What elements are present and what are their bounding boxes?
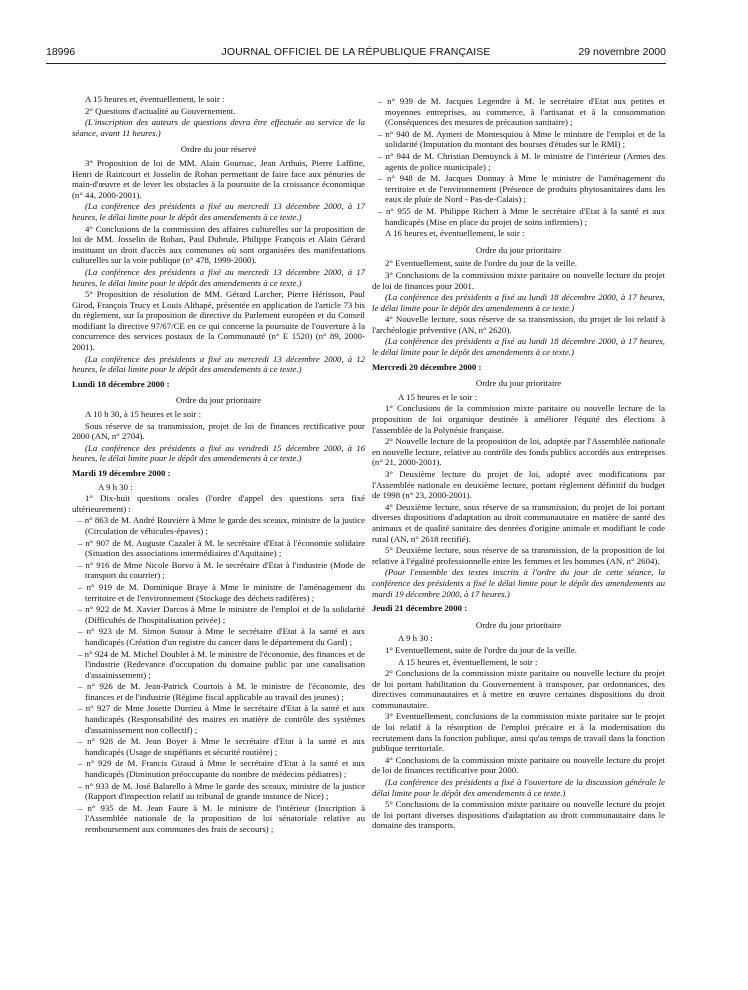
time-slot: A 9 h 30 : — [98, 481, 133, 492]
issue-date: 29 novembre 2000 — [578, 46, 666, 58]
oral-question-item: – n° 940 de M. Aymeri de Montesquiou à Mme le ministre de l'emploi et de la solidarité (Imputation du montant des bourses d'études sur le RMI) ; — [378, 128, 665, 150]
paragraph: 2° Conclusions de la commission mixte paritaire ou nouvelle lecture du projet de loi portant habilitation du Gouvernement à transposer, par ordonnances, des directives communautaires et à mettre en œuvre certaines dispositions du droit communautaire. — [372, 668, 665, 710]
agenda-section-title: Ordre du jour prioritaire — [475, 619, 562, 630]
amendment-deadline-note: (La conférence des présidents a fixé au lundi 18 décembre 2000, à 17 heures, le délai limite pour le dépôt des amendements à ce texte.) — [372, 336, 665, 358]
oral-question-item: – n° 944 de M. Christian Demuynck à M. le ministre de l'intérieur (Armes des agents de police municipale) ; — [378, 150, 665, 172]
paragraph: Sous réserve de sa transmission, projet de loi de finances rectificative pour 2000 (AN, n° 2704). — [72, 420, 365, 442]
paragraph: 3° Proposition de loi de MM. Alain Gournac, Jean Arthuis, Pierre Laffitte, Henri de Raincourt et Josselin de Rohan permettant de faire face aux pénuries de main-d'œuvre et de lever les obstacles à la poursuite de la croissance économique (n° 44, 2000-2001). — [72, 157, 365, 200]
agenda-section-title: Ordre du jour prioritaire — [475, 378, 562, 389]
time-slot: A 15 heures et le soir : — [398, 391, 478, 402]
amendment-deadline-note: (La conférence des présidents a fixé au vendredi 15 décembre 2000, à 16 heures, le délai limite pour le dépôt des amendements à ce texte.) — [72, 442, 365, 464]
header-rule — [46, 63, 666, 64]
oral-question-item: – n° 935 de M. Jean Faure à M. le ministre de l'intérieur (Inscription à l'Assemblée nationale de la proposition de loi sénatoriale relative au remboursement aux communes des frais de secours) ; — [78, 802, 365, 834]
paragraph: 1° Conclusions de la commission mixte paritaire ou nouvelle lecture de la proposition de loi organique destinée à améliorer l'équité des élections à l'assemblée de la Polynésie française. — [372, 403, 665, 435]
agenda-section-title: Ordre du jour prioritaire — [475, 244, 562, 255]
right-column — [372, 96, 665, 832]
oral-question-item: – n° 955 de M. Philippe Richert à Mme le secrétaire d'Etat à la santé et aux handicapés (Mise en place du projet de soins infirmiers) ; — [378, 205, 665, 227]
paragraph: 4° Conclusions de la commission mixte paritaire ou nouvelle lecture du projet de loi de finances rectificative pour 2000. — [372, 754, 665, 776]
agenda-section-title: Ordre du jour réservé — [180, 144, 257, 155]
oral-question-item: – n° 933 de M. José Balarello à Mme le garde des sceaux, ministre de la justice (Rapport d'inspection relatif au tribunal de grande instance de Nice) ; — [78, 780, 365, 802]
paragraph: 5° Conclusions de la commission mixte paritaire ou nouvelle lecture du projet de loi portant diverses dispositions d'adaptation au droit communautaire dans le domaine des transports. — [372, 799, 665, 831]
day-heading: Lundi 18 décembre 2000 : — [72, 378, 170, 389]
amendment-deadline-note: (Pour l'ensemble des textes inscrits à l'ordre du jour de cette séance, la conférence des présidents a fixé le délai limite pour le dépôt des amendements au mardi 19 décembre 2000, à 17 heures.) — [372, 567, 665, 599]
journal-title: JOURNAL OFFICIEL DE LA RÉPUBLIQUE FRANÇAISE — [221, 46, 491, 58]
paragraph: A 10 h 30, à 15 heures et le soir : — [85, 409, 202, 420]
amendment-deadline-note: (La conférence des présidents a fixé au mercredi 13 décembre 2000, à 17 heures, le délai limite pour le dépôt des amendements à ce texte.) — [72, 201, 365, 222]
page-header — [46, 46, 666, 62]
oral-question-item: – n° 948 de M. Jacques Donnay à Mme le ministre de l'aménagement du territoire et de l'environnement (Présence de produits phytosanitaires dans les eaux de pluie de Nord - Pas-de-Calais) ; — [378, 173, 665, 205]
paragraph: 3° Conclusions de la commission mixte paritaire ou nouvelle lecture du projet de loi de finances pour 2001. — [372, 269, 665, 291]
day-heading: Mardi 19 décembre 2000 : — [72, 468, 171, 478]
time-slot: A 15 heures et, éventuellement, le soir : — [398, 656, 538, 667]
left-column — [72, 94, 365, 836]
paragraph: A 16 heures et, éventuellement, le soir : — [385, 228, 525, 239]
oral-question-item: – n° 916 de Mme Nicole Borvo à M. le secrétaire d'Etat à l'industrie (Mode de transport du courrier) ; — [78, 559, 365, 581]
oral-question-item: – n° 923 de M. Simon Sutour à Mme le secrétaire d'Etat à la santé et aux handicapés (Création d'un registre du cancer dans le département du Gard) ; — [78, 626, 365, 647]
oral-question-item: – n° 927 de Mme Josette Durrieu à Mme le secrétaire d'Etat à la santé et aux handicapés (Responsabilité des maires en matière de contrôle des systèmes d'assainissement non collectif) ; — [78, 703, 365, 735]
oral-question-item: – n° 939 de M. Jacques Legendre à M. le secrétaire d'Etat aux petites et moyennes entreprises, au commerce, à l'artisanat et à la consommation (Conséquences des mesures de précaution sanitaire) ; — [378, 96, 665, 128]
paragraph: 4° Deuxième lecture, sous réserve de sa transmission, du projet de loi portant diverses dispositions d'adaptation au droit communautaire en matière de santé des animaux et de qualité sanitaire des denrées d'origine animale et modifiant le code rural (AN, n° 2618 rectifié). — [372, 501, 665, 544]
day-heading: Mercredi 20 décembre 2000 : — [372, 361, 482, 372]
paragraph: 1° Eventuellement, suite de l'ordre du jour de la veille. — [385, 644, 577, 655]
amendment-deadline-note: (La conférence des présidents a fixé à l'ouverture de la discussion générale le délai limite pour le dépôt des amendements à ce texte.) — [372, 777, 665, 798]
oral-question-item: – n° 922 de M. Xavier Darcos à Mme le ministre de l'emploi et de la solidarité (Difficultés de l'hospitalisation privée) ; — [78, 604, 365, 625]
amendment-deadline-note: (La conférence des présidents a fixé au mercredi 13 décembre 2000, à 12 heures, le délai limite pour le dépôt des amendements à ce texte.) — [72, 353, 365, 375]
paragraph: 2° Eventuellement, suite de l'ordre du jour de la veille. — [385, 258, 577, 269]
paragraph: 2° Nouvelle lecture de la proposition de loi, adoptée par l'Assemblée nationale en nouvelle lecture, relative au contrôle des fonds publics accordés aux entreprises (n° 21, 2000-2001). — [372, 436, 665, 468]
day-heading: Jeudi 21 décembre 2000 : — [372, 603, 468, 614]
amendment-deadline-note: (La conférence des présidents a fixé au mercredi 13 décembre 2000, à 17 heures, le délai limite pour le dépôt des amendements à ce texte.) — [72, 266, 365, 288]
time-slot: A 9 h 30 : — [398, 633, 433, 644]
oral-question-item: – n° 907 de M. Auguste Cazalet à M. le secrétaire d'Etat à l'économie solidaire (Situation des associations intermédiaires d'Aquitaine) ; — [78, 537, 365, 559]
paragraph: 4° Nouvelle lecture, sous réserve de sa transmission, du projet de loi relatif à l'archéologie préventive (AN, n° 2620). — [372, 314, 665, 335]
paragraph: 1° Dix-huit questions orales (l'ordre d'appel des questions sera fixé ultérieurement) : — [72, 493, 365, 514]
page-number: 18996 — [46, 46, 76, 58]
paragraph: 3° Eventuellement, conclusions de la commission mixte paritaire sur le projet de loi relatif à la résorption de l'emploi précaire et à la modernisation du recrutement dans la fonction publique, ainsi qu'au temps de travail dans la fonction publique territoriale. — [372, 711, 665, 754]
amendment-deadline-note: (La conférence des présidents a fixé au lundi 18 décembre 2000, à 17 heures, le délai limite pour le dépôt des amendements à ce texte.) — [372, 292, 665, 313]
oral-question-item: – n° 919 de M. Dominique Braye à Mme le ministre de l'aménagement du territoire et de l'environnement (Stockage des déchets radifères) ; — [78, 581, 365, 603]
paragraph: 4° Conclusions de la commission des affaires culturelles sur la proposition de loi de MM. Josselin de Rohan, Paul Dubrule, Philippe François et Alain Gérard instituant un droit d'accès aux communes où sont organisées des manifestations culturelles sur la voie publique (n° 478, 1999-2000). — [72, 223, 365, 266]
oral-question-item: – n° 926 de M. Jean-Patrick Courtois à M. le ministre de l'économie, des finances et de l'industrie (Régime fiscal applicable au travail des jeunes) ; — [78, 681, 365, 702]
paragraph: 2° Questions d'actualité au Gouvernement. — [85, 105, 236, 116]
paragraph: A 15 heures et, éventuellement, le soir : — [85, 94, 225, 104]
paragraph: 5° Deuxième lecture, sous réserve de sa transmission, de la proposition de loi relative à l'égalité professionnelle entre les femmes et les hommes (AN, n° 2604). — [372, 545, 665, 566]
oral-question-item: – n° 928 de M. Jean Boyer à Mme le secrétaire d'Etat à la santé et aux handicapés (Usage de stupéfiants et sécurité routière) ; — [78, 736, 365, 757]
oral-question-item: – n° 924 de M. Michel Doublet à M. le ministre de l'économie, des finances et de l'industrie (Redevance d'occupation du domaine public par une canalisation d'assainissement) ; — [78, 648, 365, 680]
oral-question-item: – n° 863 de M. André Rouvière à Mme le garde des sceaux, ministre de la justice (Circulation de véhicules-épaves) ; — [78, 515, 365, 536]
paragraph: 5° Proposition de résolution de MM. Gérard Larcher, Pierre Hérisson, Paul Girod, François Trucy et Louis Althapé, présentée en application de l'article 73 bis du règlement, sur la proposition de directive du Parlement européen et du Conseil modifiant la directive 97/67/CE en ce qui concerne la poursuite de l'ouverture à la concurrence des services postaux de la Communauté (n° E 1520) (n° 89, 2000-2001). — [72, 289, 365, 353]
amendment-deadline-note: (L'inscription des auteurs de questions devra être effectuée au service de la séance, avant 11 heures.) — [72, 117, 365, 138]
oral-question-item: – n° 929 de M. Francis Giraud à Mme le secrétaire d'Etat à la santé et aux handicapés (Diminution préoccupante du nombre de médecins pédiatres) ; — [78, 758, 365, 780]
paragraph: 3° Deuxième lecture du projet de loi, adopté avec modifications par l'Assemblée nationale en deuxième lecture, portant règlement définitif du budget de 1998 (n° 23, 2000-2001). — [372, 469, 665, 501]
agenda-section-title: Ordre du jour prioritaire — [175, 395, 262, 406]
